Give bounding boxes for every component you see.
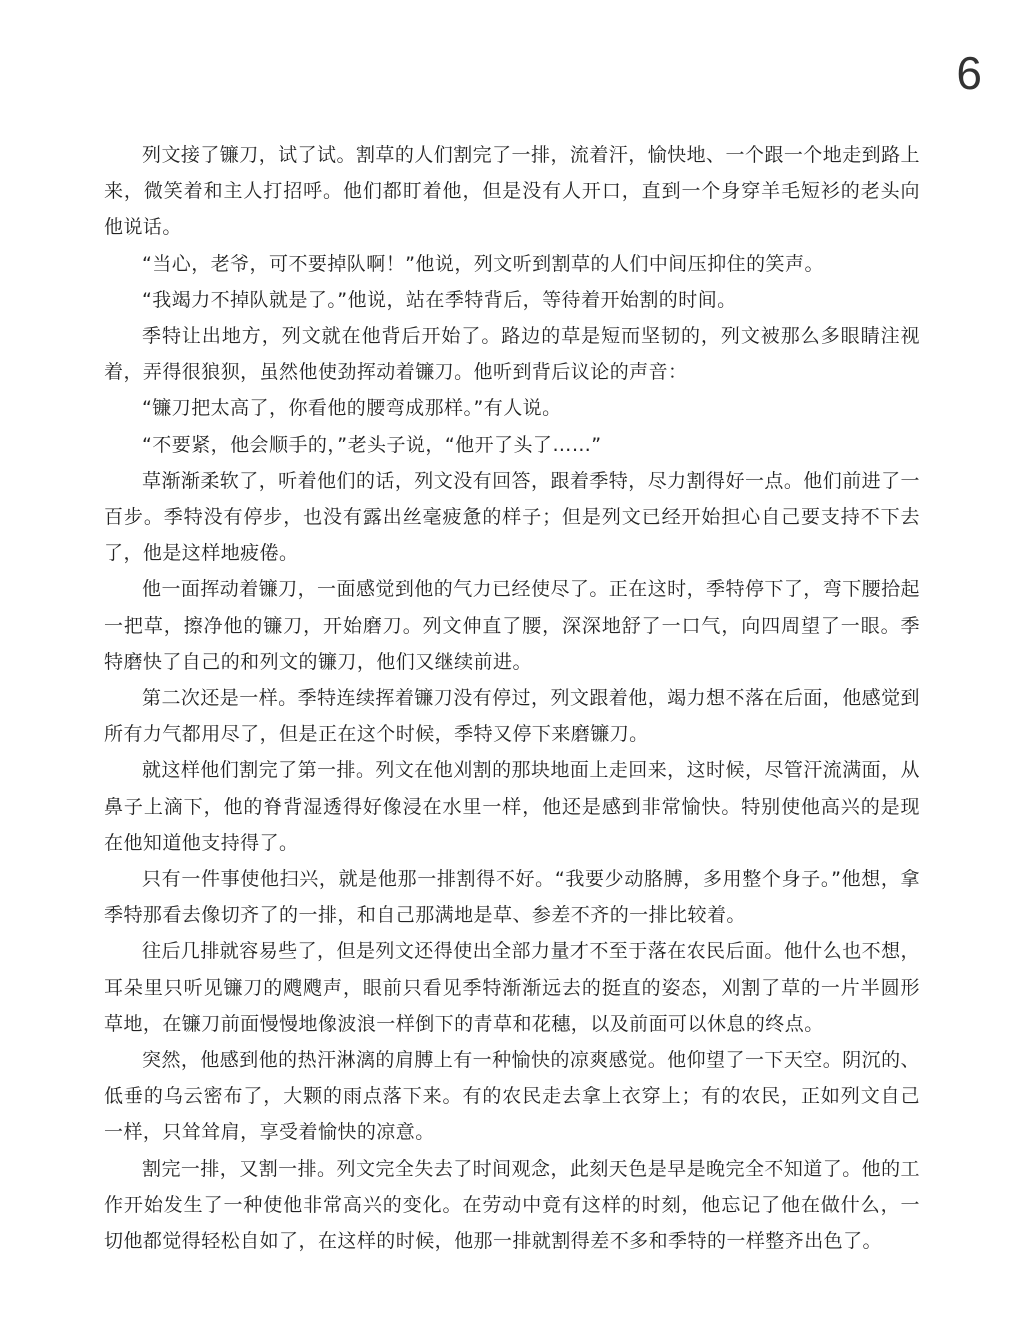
paragraph-1: 列文接了镰刀，试了试。割草的人们割完了一排，流着汗，愉快地、一个跟一个地走到路上来，微笑着和主人打招呼。他们都盯着他，但是没有人开口，直到一个身穿羊毛短衫的老头向他说话。 — [104, 144, 921, 239]
paragraph-7: 草渐渐柔软了，听着他们的话，列文没有回答，跟着季特，尽力割得好一点。他们前进了一百步。季特没有停步，也没有露出丝毫疲惫的样子；但是列文已经开始担心自己要支持不下去了，他是这样地疲倦。 — [104, 469, 921, 565]
paragraph-14: 割完一排，又割一排。列文完全失去了时间观念，此刻天色是早是晚完全不知道了。他的工作开始发生了一种使他非常高兴的变化。在劳动中竟有这样的时刻，他忘记了他在做什么，一切他都觉得轻松自如了，在这样的时候，他那一排就割得差不多和季特的一样整齐出色了。 — [104, 1157, 921, 1253]
paragraph-11: 只有一件事使他扫兴，就是他那一排割得不好。“我要少动胳膊，多用整个身子。”他想，拿季特那看去像切齐了的一排，和自己那满地是草、参差不齐的一排比较着。 — [104, 868, 920, 927]
paragraph-10: 就这样他们割完了第一排。列文在他刈割的那块地面上走回来，这时候，尽管汗流满面，从鼻子上滴下，他的脊背湿透得好像浸在水里一样，他还是感到非常愉快。特别使他高兴的是现在他知道他支持得了。 — [104, 759, 921, 854]
page-number: 6 — [956, 47, 982, 99]
paragraph-5: “镰刀把太高了，你看他的腰弯成那样。”有人说。 — [142, 397, 562, 420]
paragraph-12: 往后几排就容易些了，但是列文还得使出全部力量才不至于落在农民后面。他什么也不想，耳朵里只听见镰刀的飕飕声，眼前只看见季特渐渐远去的挺直的姿态，刈割了草的一片半圆形草地，在镰刀前面慢慢地像波浪一样倒下的青草和花穗，以及前面可以休息的终点。 — [104, 940, 921, 1035]
paragraph-9: 第二次还是一样。季特连续挥着镰刀没有停过，列文跟着他，竭力想不落在后面，他感觉到所有力气都用尽了，但是正在这个时候，季特又停下来磨镰刀。 — [104, 687, 921, 746]
paragraph-6: “不要紧，他会顺手的，”老头子说，“他开了头了……” — [142, 433, 602, 456]
paragraph-4: 季特让出地方，列文就在他背后开始了。路边的草是短而坚韧的，列文被那么多眼睛注视着，弄得很狼狈，虽然他使劲挥动着镰刀。他听到背后议论的声音： — [104, 325, 920, 384]
paragraph-2: “当心，老爷，可不要掉队啊！”他说，列文听到割草的人们中间压抑住的笑声。 — [142, 252, 824, 275]
paragraph-3: “我竭力不掉队就是了。”他说，站在季特背后，等待着开始割的时间。 — [142, 288, 737, 311]
article-body — [104, 137, 920, 1259]
paragraph-13: 突然，他感到他的热汗淋漓的肩膊上有一种愉快的凉爽感觉。他仰望了一下天空。阴沉的、低垂的乌云密布了，大颗的雨点落下来。有的农民走去拿上衣穿上；有的农民，正如列文自己一样，只耸耸肩，享受着愉快的凉意。 — [104, 1049, 921, 1144]
paragraph-8: 他一面挥动着镰刀，一面感觉到他的气力已经使尽了。正在这时，季特停下了，弯下腰拾起一把草，擦净他的镰刀，开始磨刀。列文伸直了腰，深深地舒了一口气，向四周望了一眼。季特磨快了自己的和列文的镰刀，他们又继续前进。 — [104, 578, 921, 673]
